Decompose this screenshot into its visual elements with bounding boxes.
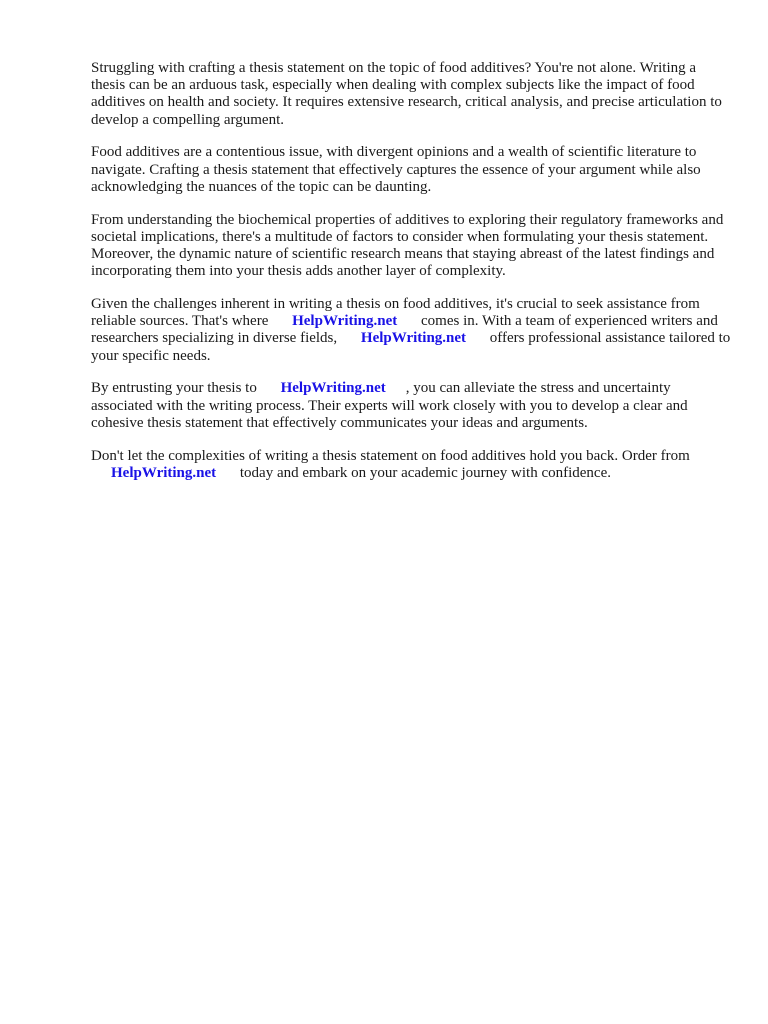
helpwriting-link[interactable]: HelpWriting.net bbox=[111, 464, 217, 481]
helpwriting-link[interactable]: HelpWriting.net bbox=[360, 330, 467, 347]
paragraph-4-text-a: Given the challenges inherent in writing a thesis on food additives, it's crucial to seek assistance from reliable sources. That's where bbox=[91, 296, 700, 330]
paragraph-5 bbox=[91, 380, 731, 432]
paragraph-2: Food additives are a contentious issue, with divergent opinions and a wealth of scientific literature to navigate. Crafting a thesis statement that effectively captures the essence of your argument while also acknowledging the nuances of the topic can be daunting. bbox=[91, 144, 701, 195]
paragraph-4-text-b: comes in. With a team of experienced writers and researchers specializing in diverse fields, bbox=[91, 313, 718, 347]
paragraph-6-text-a: Don't let the complexities of writing a thesis statement on food additives hold you back. Order from bbox=[91, 447, 690, 464]
paragraph-5-text-a: By entrusting your thesis to bbox=[91, 380, 257, 397]
paragraph-5-text-b: , you can alleviate the stress and uncertainty associated with the writing process. Their experts will work closely with you to develop a clear and cohesive thesis statement that effectively communicates your ideas and arguments. bbox=[91, 380, 688, 431]
paragraph-4-text-c: offers professional assistance tailored to your specific needs. bbox=[91, 330, 731, 364]
paragraph-6 bbox=[91, 448, 731, 482]
paragraph-3: From understanding the biochemical properties of additives to exploring their regulatory frameworks and societal implications, there's a multitude of factors to consider when formulating your thesis statement. Moreover, the dynamic nature of scientific research means that staying abreast of the latest findings and incorporating them into your thesis adds another layer of complexity. bbox=[91, 211, 724, 280]
helpwriting-link[interactable]: HelpWriting.net bbox=[280, 380, 386, 397]
paragraph-1: Struggling with crafting a thesis statement on the topic of food additives? You're not alone. Writing a thesis can be an arduous task, especially when dealing with complex subjects like the impact of food additives on health and society. It requires extensive research, critical analysis, and precise articulation to develop a compelling argument. bbox=[91, 60, 722, 128]
helpwriting-link[interactable]: HelpWriting.net bbox=[292, 313, 398, 330]
document-body bbox=[91, 60, 731, 498]
paragraph-4 bbox=[91, 296, 731, 365]
paragraph-6-text-b: today and embark on your academic journey with confidence. bbox=[239, 464, 612, 481]
